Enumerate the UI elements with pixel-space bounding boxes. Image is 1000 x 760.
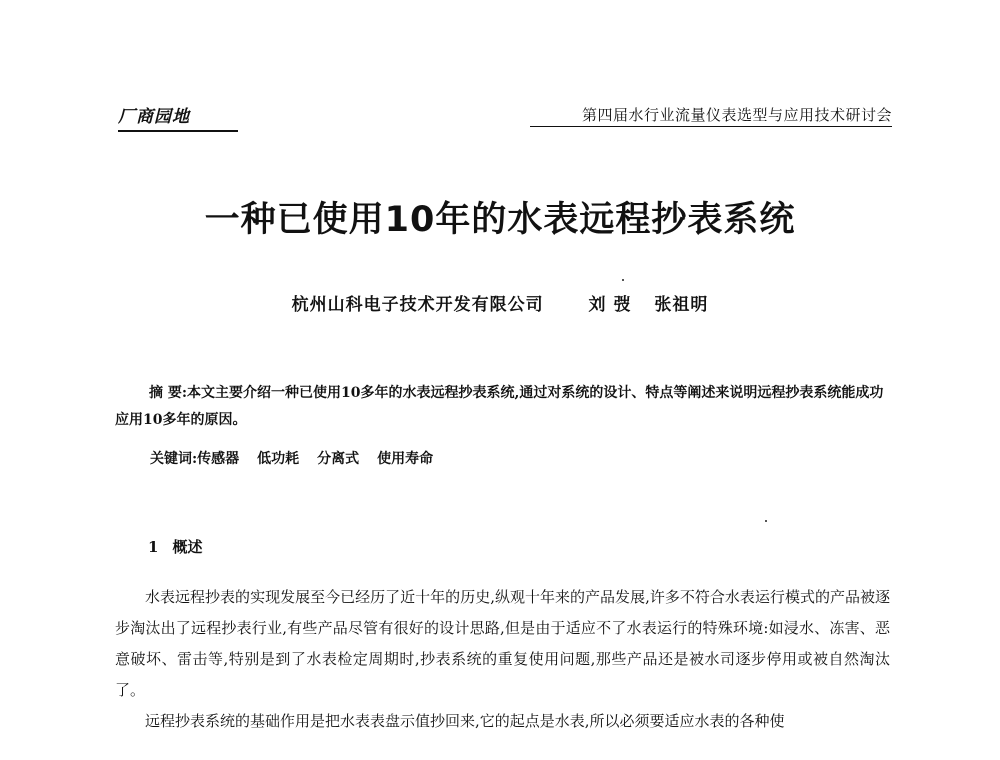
section-heading [148,536,202,557]
running-header-section: 厂商园地 [118,102,238,132]
keyword: 使用寿命 [377,451,434,467]
author-name: 刘 弢 [588,295,632,315]
paragraph: 水表远程抄表的实现发展至今已经历了近十年的历史,纵观十年来的产品发展,许多不符合水表运行模式的产品被逐步淘汰出了远程抄表行业,有些产品尽管有很好的设计思路,但是由于适应不了水表运行的特殊环境:如浸水、冻害、恶意破坏、雷击等,特别是到了水表检定周期时,抄表系统的重复使用问题,那些产品还是被水司逐步停用或被自然淘汰了。 [115,588,890,699]
keywords [150,448,433,468]
author-name: 张祖明 [654,295,709,315]
abstract-text: 本文主要介绍一种已使用10多年的水表远程抄表系统,通过对系统的设计、特点等阐述来说明远程抄表系统能成功应用10多年的原因。 [115,385,884,428]
keywords-label: 关键词: [150,451,198,467]
keyword: 传感器 [197,451,240,467]
author-line [0,290,1000,315]
scan-speck [622,279,624,281]
header-rule [530,126,892,127]
paper-title: 一种已使用10年的水表远程抄表系统 [204,200,796,240]
body-text [115,582,890,737]
abstract-label: 摘 要: [149,385,188,401]
section-number: 1 [148,538,159,556]
scan-speck [765,520,767,522]
keyword: 分离式 [317,451,360,467]
author-organization: 杭州山科电子技术开发有限公司 [291,295,544,315]
section-title: 概述 [172,538,203,556]
abstract [115,380,890,434]
keyword: 低功耗 [257,451,300,467]
running-header-conference: 第四届水行业流量仪表选型与应用技术研讨会 [581,106,892,124]
paragraph: 远程抄表系统的基础作用是把水表表盘示值抄回来,它的起点是水表,所以必须要适应水表的各种使 [145,712,785,730]
